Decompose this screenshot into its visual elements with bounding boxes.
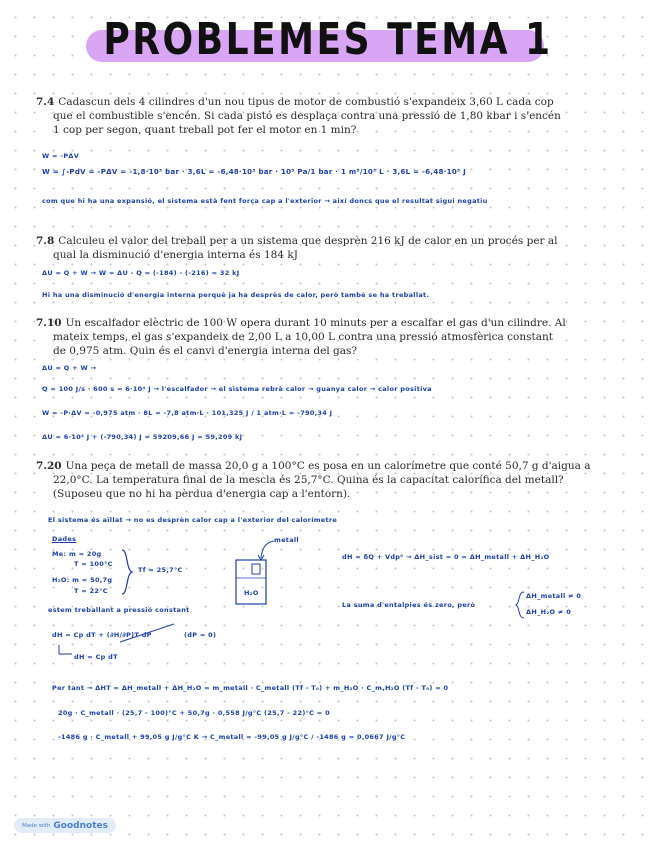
dades-label: Dades: [52, 535, 77, 543]
handwritten-line: W = -PΔV: [42, 152, 80, 160]
problem-7-20: [36, 459, 591, 501]
title-area: [0, 0, 656, 90]
problem-text: que el combustible s'encén. Si cada pistó es desplaça contra una pressió de 1,80 kbar i s'encén: [53, 110, 561, 122]
handwritten-line: ΔU = Q + W → W = ΔU - Q = (-184) - (-216) = 32 kJ: [42, 269, 240, 277]
problem-number: 7.4: [36, 96, 55, 108]
handwritten-line: W = ∫-PdV = -PΔV = -1,8·10³ bar · 3,6L = -6,48·10³ bar · 10⁵ Pa/1 bar · 1 m³/10³ L · 3,6L = -6,48·10⁵ J: [42, 168, 467, 176]
brace-item: ΔH_metall ≠ 0: [526, 592, 582, 600]
handwritten-line: estem treballant a pressió constant: [48, 606, 190, 614]
problem-text: mateix temps, el gas s'expandeix de 2,00 L a 10,00 L contra una pressió atmosfèrica constant: [53, 331, 553, 343]
dp-zero: (dP = 0): [184, 631, 217, 639]
problem-text: Un escalfador elèctric de 100 W opera durant 10 minuts per a escalfar el gas d'un cilindre. Al: [65, 317, 566, 329]
handwritten-line: ΔU = 6·10⁴ J + (-790,34) J = 59209,66 J = 59,209 kJ: [42, 433, 243, 441]
problem-text: qual la disminució d'energia interna és 184 kJ: [53, 249, 298, 261]
enthalpy-sum-note: La suma d'entalpies és zero, però: [342, 601, 476, 609]
handwritten-line: W = -P·ΔV = -0,975 atm · 8L = -7,8 atm·L · 101,325 J / 1 atm·L = -790,34 J: [42, 409, 333, 417]
problem-7-10: [36, 316, 566, 358]
page-title: PROBLEMES TEMA 1: [103, 14, 553, 65]
problem-text: Calculeu el valor del treball per a un sistema que desprèn 216 kJ de calor en un procés per al: [58, 235, 558, 247]
handwritten-line: Hi ha una disminució d'energia interna perquè ja ha desprès de calor, però també se ha treballat.: [42, 291, 430, 299]
goodnotes-logo: Goodnotes: [53, 820, 108, 831]
problem-text: 1 cop per segon, quant treball pot fer el motor en 1 min?: [53, 124, 357, 136]
problem-number: 7.20: [36, 460, 62, 472]
problem-7-8: [36, 234, 558, 262]
curly-brace-icon: [118, 548, 138, 596]
dades-water-temp: T = 22°C: [74, 587, 108, 595]
enthalpy-equation: dH = δQ + Vdp⁰ → ΔH_sist = 0 = ΔH_metall + ΔH_H₂O: [342, 553, 550, 561]
handwritten-line: ΔU = Q + W →: [42, 364, 97, 372]
dh-result: dH = Cp dT: [74, 653, 118, 661]
handwritten-line: com que hi ha una expansió, el sistema està fent força cap a l'exterior → així doncs que el resultat sigui negatiu: [42, 197, 488, 205]
problem-text: Una peça de metall de massa 20,0 g a 100°C es posa en un calorímetre que conté 50,7 g d'aigua a: [65, 460, 591, 472]
problem-number: 7.8: [36, 235, 55, 247]
problem-number: 7.10: [36, 317, 62, 329]
arrow-icon: [56, 644, 76, 658]
problem-text: (Suposeu que no hi ha pèrdua d'energia cap a l'entorn).: [53, 488, 351, 500]
handwritten-line: 20g · C_metall · (25,7 - 100)°C + 50,7g · 0,558 J/g°C (25,7 - 22)°C = 0: [58, 709, 330, 717]
dades-metal-mass: Me: m = 20g: [52, 550, 102, 558]
beaker-label: metall: [274, 536, 299, 544]
curly-brace-icon: [514, 590, 526, 620]
calorimeter-diagram: [230, 538, 290, 608]
final-temperature: Tf = 25,7°C: [138, 566, 183, 574]
strike-through-icon: [118, 622, 178, 644]
dh-equation: dH = Cp dT + (∂H/∂P)T dP: [52, 631, 152, 639]
goodnotes-badge: [14, 818, 116, 833]
handwritten-line: Per tant → ΔHT = ΔH_metall + ΔH_H₂O = m_metall · C_metall (Tf - T₀) + m_H₂O · C_m,H₂O (Tf - T₀) = 0: [52, 684, 449, 692]
problem-text: 22,0°C. La temperatura final de la mescla és 25,7°C. Quina és la capacitat calorífica del metall?: [53, 474, 564, 486]
made-with-label: Made with: [22, 822, 51, 829]
beaker-water-label: H₂O: [244, 589, 259, 597]
handwritten-line: Q = 100 J/s · 600 s = 6·10⁴ J → l'escalfador → el sistema rebrà calor → guanya calor → calor positiva: [42, 385, 432, 393]
brace-item: ΔH_H₂O ≠ 0: [526, 608, 572, 616]
dades-water-mass: H₂O: m = 50,7g: [52, 576, 113, 584]
problem-text: de 0,975 atm. Quin és el canvi d'energia interna del gas?: [53, 345, 358, 357]
problem-7-4: [36, 95, 561, 137]
problem-text: Cadascun dels 4 cilindres d'un nou tipus de motor de combustió s'expandeix 3,60 L cada cop: [58, 96, 554, 108]
handwritten-line: El sistema és aïllat → no es desprèn calor cap a l'exterior del calorímetre: [48, 516, 338, 524]
handwritten-line: -1486 g · C_metall + 99,05 g J/g°C K → C_metall = -99,05 g J/g°C / -1486 g = 0,0667 J/g°C: [58, 733, 406, 741]
dades-metal-temp: T = 100°C: [74, 560, 113, 568]
